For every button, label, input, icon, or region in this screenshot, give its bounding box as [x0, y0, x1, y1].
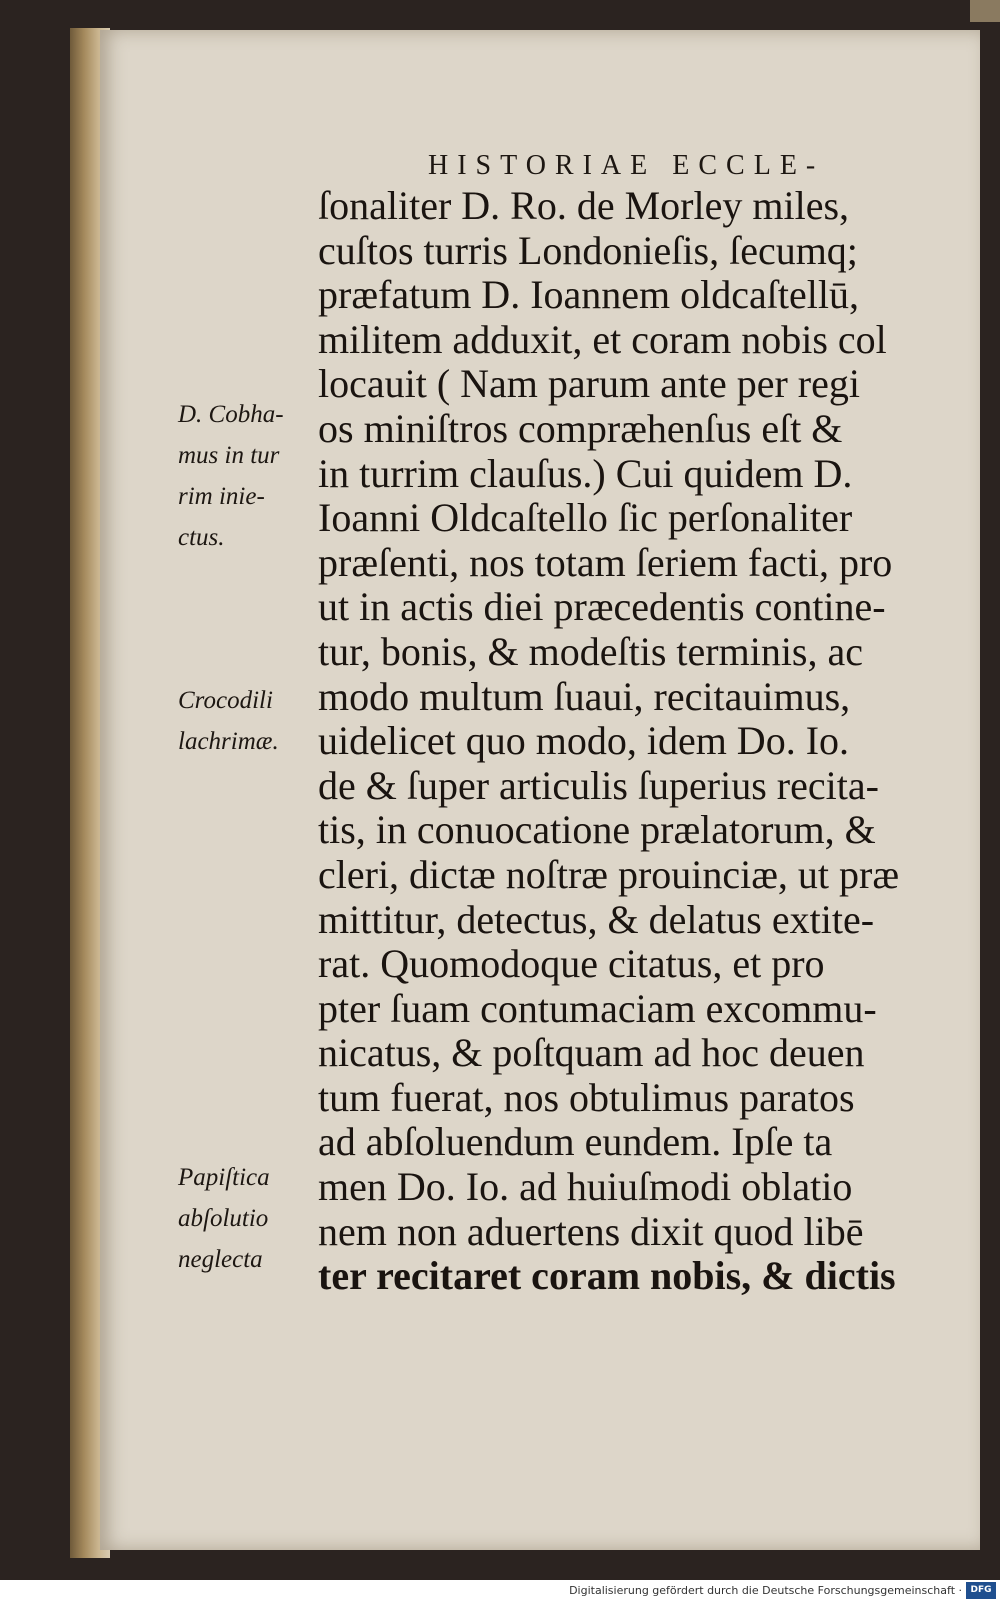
text-line: nicatus, & poſtquam ad hoc deuen — [318, 1030, 865, 1076]
text-line: tur, bonis, & modeſtis terminis, ac — [318, 628, 863, 674]
marginal-note-line: rim inie- — [178, 483, 265, 510]
text-line: uidelicet quo modo, idem Do. Io. — [318, 718, 850, 764]
marginal-note-line: mus in tur — [178, 442, 280, 469]
text-line: tis, in conuocatione prælatorum, & — [318, 807, 876, 853]
text-line: ad abſoluendum eundem. Ipſe ta — [318, 1119, 833, 1165]
main-text-block — [318, 184, 968, 1299]
marginal-note-line: neglecta — [178, 1246, 263, 1273]
marginal-note-line: Crocodili — [178, 687, 273, 714]
marginal-note-line: lachrimæ. — [178, 728, 279, 755]
marginal-note-line: abſolutio — [178, 1205, 269, 1232]
marginal-note-papistica — [178, 1157, 270, 1280]
marginal-note-line: D. Cobha- — [178, 401, 284, 428]
text-line: cuſtos turris Londonieſis, ſecumq; — [318, 227, 858, 273]
text-line: modo multum ſuaui, recitauimus, — [318, 673, 851, 719]
text-line: mittitur, detectus, & delatus extite- — [318, 896, 875, 942]
text-line: præſenti, nos totam ſeriem facti, pro — [318, 539, 893, 585]
text-line: pter ſuam contumaciam excommu- — [318, 985, 877, 1031]
footer-credit: Digitalisierung gefördert durch die Deutsche Forschungsgemeinschaft · — [569, 1584, 962, 1597]
text-line: rat. Quomodoque citatus, et pro — [318, 941, 825, 987]
text-line: men Do. Io. ad huiuſmodi oblatio — [318, 1164, 853, 1210]
text-line: præfatum D. Ioannem oldcaſtellū, — [318, 272, 859, 318]
marginal-note-cobham — [178, 394, 284, 558]
text-line: nem non aduertens dixit quod libē — [318, 1208, 864, 1254]
text-line: in turrim clauſus.) Cui quidem D. — [318, 450, 853, 496]
text-line: ut in actis diei præcedentis contine- — [318, 584, 886, 630]
marginal-note-line: Papiſtica — [178, 1164, 270, 1191]
text-line: de & ſuper articulis ſuperius recita- — [318, 762, 879, 808]
text-line: militem adduxit, et coram nobis col — [318, 316, 887, 362]
book-corner — [970, 0, 1000, 22]
text-line: os miniſtros compræhenſus eſt & — [318, 405, 843, 451]
running-header: HISTORIAE ECCLE- — [428, 150, 825, 181]
text-line: tum fuerat, nos obtulimus paratos — [318, 1074, 855, 1120]
text-line: ſonaliter D. Ro. de Morley miles, — [318, 183, 850, 228]
marginal-note-line: ctus. — [178, 524, 225, 551]
marginal-note-crocodili — [178, 680, 279, 762]
text-line: locauit ( Nam parum ante per regi — [318, 361, 860, 407]
text-line: cleri, dictæ noſtræ prouinciæ, ut præ — [318, 851, 900, 897]
text-line: ter recitaret coram nobis, & dictis — [318, 1253, 896, 1299]
footer-bar — [0, 1580, 1000, 1603]
text-line: Ioanni Oldcaſtello ſic perſonaliter — [318, 495, 853, 541]
dfg-logo: DFG — [966, 1582, 996, 1599]
